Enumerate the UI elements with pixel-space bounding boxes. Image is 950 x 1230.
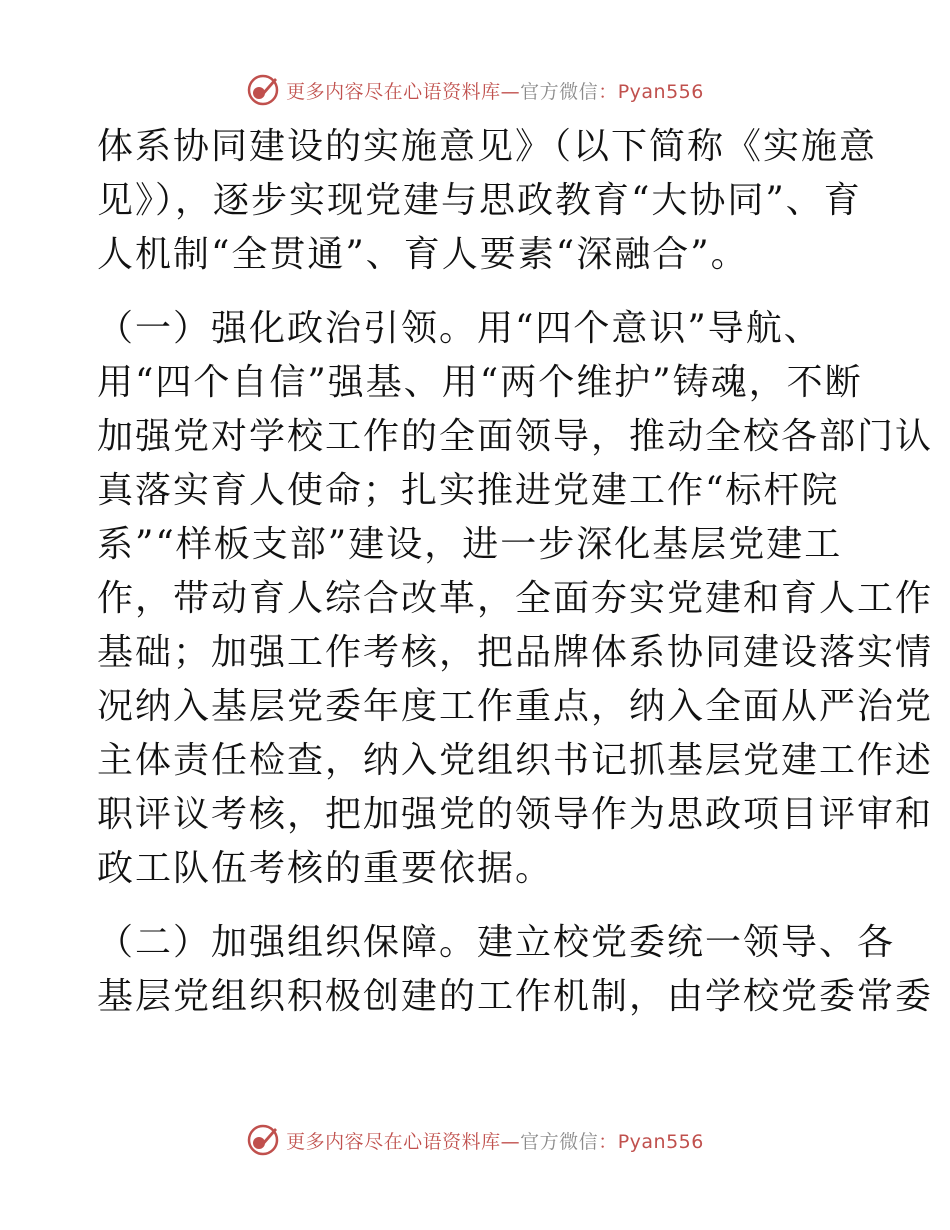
paragraph-2: [97, 302, 934, 896]
text-line: 基础；加强工作考核，把品牌体系协同建设落实情: [97, 632, 934, 673]
text-line: 加强党对学校工作的全面领导，推动全校各部门认: [97, 416, 934, 457]
text-line: 政工队伍考核的重要依据。: [97, 848, 554, 889]
watermark-text: 更多内容尽在心语资料库—官方微信：Pyan556: [286, 80, 704, 103]
quill-circle-icon: [246, 1123, 280, 1157]
watermark-text: 更多内容尽在心语资料库—官方微信：Pyan556: [286, 1130, 704, 1153]
text-line: （一）强化政治引领。用“四个意识”导航、: [97, 308, 822, 349]
paragraph-3: [97, 916, 934, 1024]
text-line: 系”“样板支部”建设，进一步深化基层党建工: [97, 524, 843, 565]
text-line: 见》），逐步实现党建与思政教育“大协同”、育: [97, 180, 862, 221]
text-line: 体系协同建设的实施意见》（以下简称《实施意: [97, 126, 878, 167]
text-line: 基层党组织积极创建的工作机制，由学校党委常委: [97, 976, 934, 1017]
footer-watermark: [0, 1120, 950, 1160]
text-line: 况纳入基层党委年度工作重点，纳入全面从严治党: [97, 686, 934, 727]
document-body: [97, 120, 934, 1024]
text-line: 用“四个自信”强基、用“两个维护”铸魂，不断: [97, 362, 863, 403]
quill-circle-icon: [246, 73, 280, 107]
text-line: 主体责任检查，纳入党组织书记抓基层党建工作述: [97, 740, 934, 781]
text-line: （二）加强组织保障。建立校党委统一领导、各: [97, 922, 896, 963]
paragraph-1: [97, 120, 878, 282]
text-line: 作，带动育人综合改革，全面夯实党建和育人工作: [97, 578, 934, 619]
text-line: 真落实育人使命；扎实推进党建工作“标杆院: [97, 470, 840, 511]
header-watermark: [0, 70, 950, 110]
text-line: 人机制“全贯通”、育人要素“深融合”。: [97, 234, 749, 275]
text-line: 职评议考核，把加强党的领导作为思政项目评审和: [97, 794, 934, 835]
